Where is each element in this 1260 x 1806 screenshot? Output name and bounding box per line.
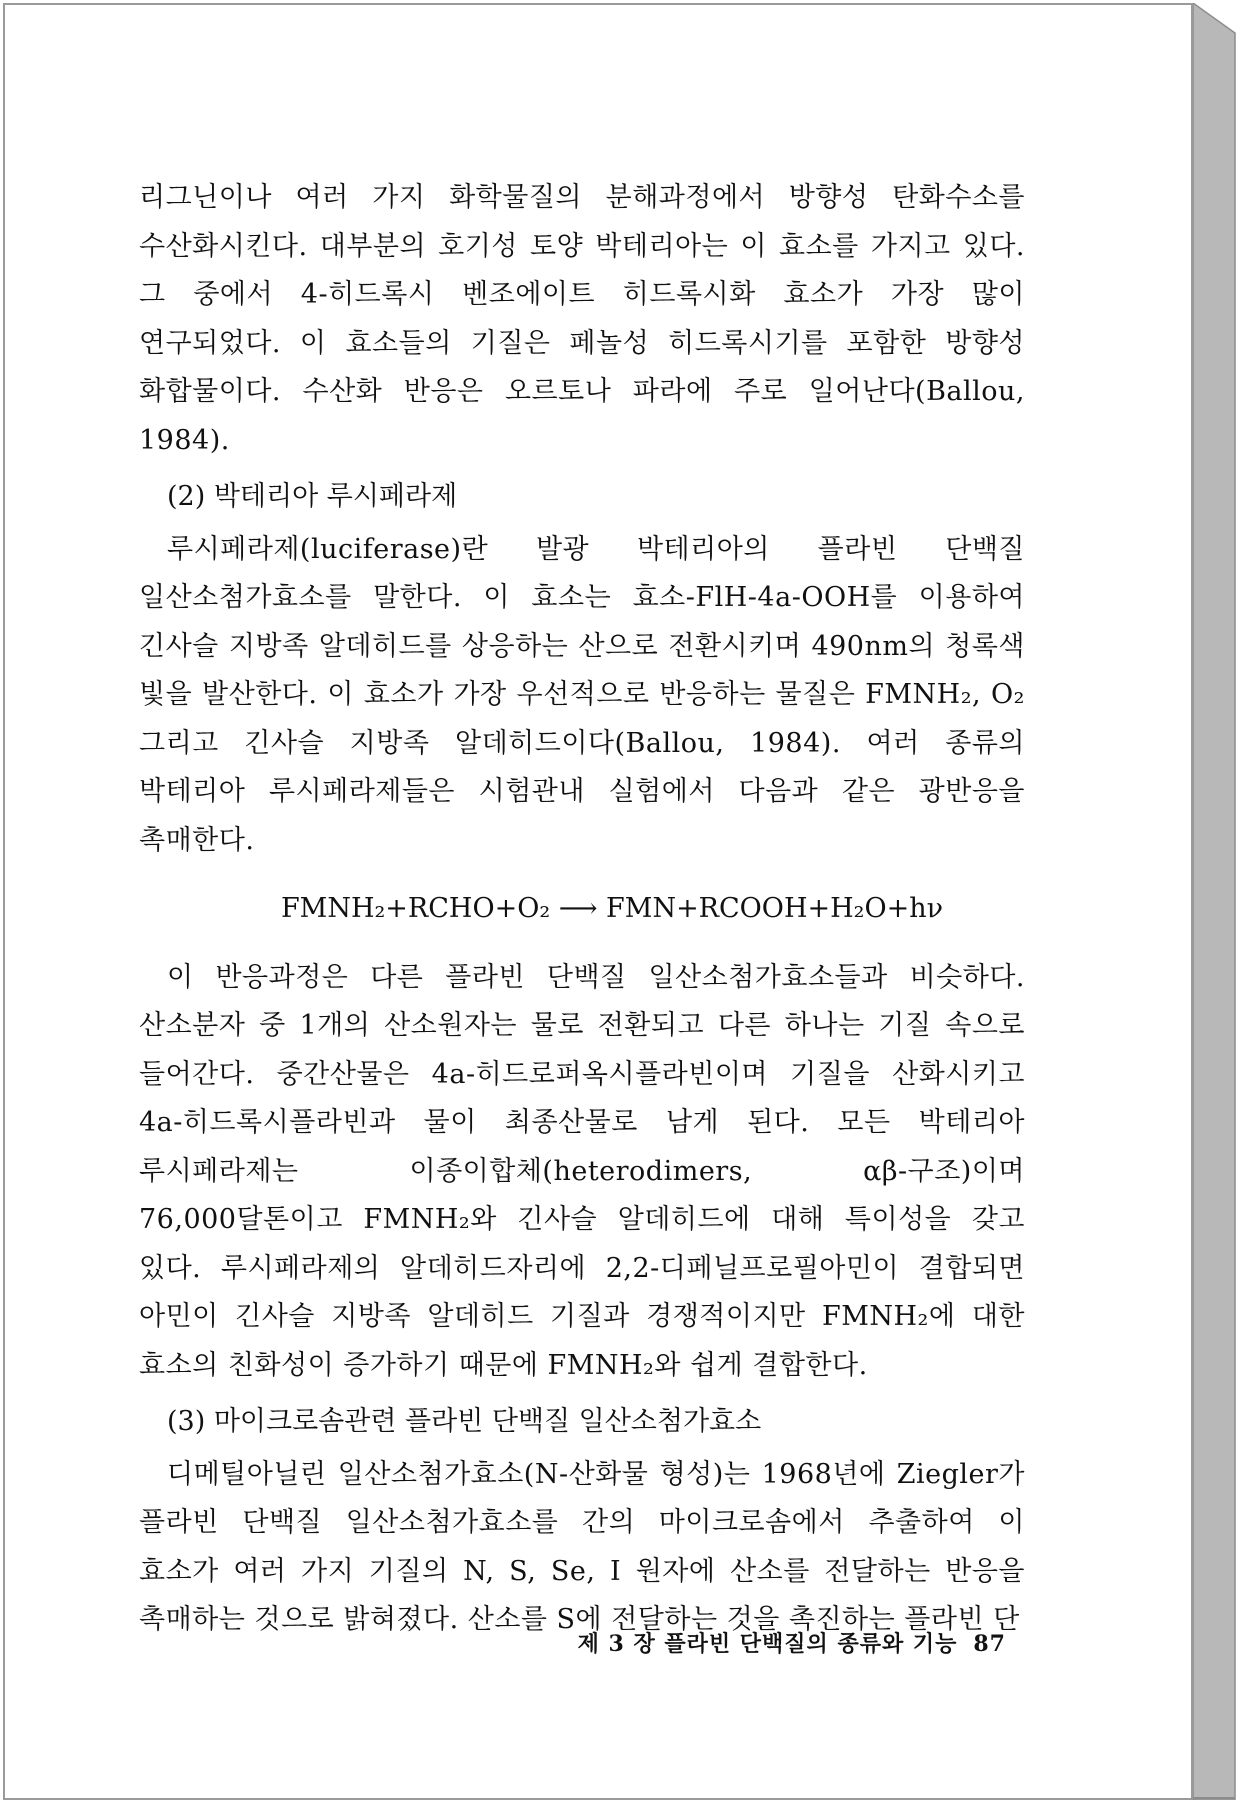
- section-heading-microsomal-flavoprotein: (3) 마이크로솜관련 플라빈 단백질 일산소첨가효소: [167, 1406, 762, 1437]
- page-number: 87: [973, 1631, 1006, 1657]
- page-body: [139, 174, 1025, 1645]
- running-footer: [556, 1627, 1006, 1658]
- page-stack-edge: [1193, 3, 1257, 1800]
- reaction-process-paragraph: 이 반응과정은 다른 플라빈 단백질 일산소첨가효소들과 비슷하다. 산소분자 중 1개의 산소원자는 물로 전환되고 다른 하나는 기질 속으로 들어간다. 중간산물은 4a-히드로퍼옥시플라빈이며 기질을 산화시키고 4a-히드록시플라빈과 물이 최종산물로 남게 된다. 모든 박테리아 루시페라제는 이종이합체(heterodimers, αβ-구조)이며 76,000달톤이고 FMNH₂와 긴사슬 알데히드에 대해 특이성을 갖고 있다. 루시페라제의 알데히드자리에 2,2-디페닐프로필아민이 결합되면 아민이 긴사슬 지방족 알데히드 기질과 경쟁적이지만 FMNH₂에 대한 효소의 친화성이 증가하기 때문에 FMNH₂와 쉽게 결합한다.: [139, 961, 1025, 1381]
- section-heading-bacterial-luciferase: (2) 박테리아 루시페라제: [167, 481, 458, 512]
- luciferase-paragraph: 루시페라제(luciferase)란 발광 박테리아의 플라빈 단백질 일산소첨가효소를 말한다. 이 효소는 효소-FlH-4a-OOH를 이용하여 긴사슬 지방족 알데히드를 상응하는 산으로 전환시키며 490nm의 청록색 빛을 발산한다. 이 효소가 가장 우선적으로 반응하는 물질은 FMNH₂, O₂ 그리고 긴사슬 지방족 알데히드이다(Ballou, 1984). 여러 종류의 박테리아 루시페라제들은 시험관내 실험에서 다음과 같은 광반응을 촉매한다.: [139, 533, 1025, 856]
- dimethylaniline-paragraph: 디메틸아닐린 일산소첨가효소(N-산화물 형성)는 1968년에 Ziegler가 플라빈 단백질 일산소첨가효소를 간의 마이크로솜에서 추출하여 이 효소가 여러 가지 기질의 N, S, Se, I 원자에 산소를 전달하는 반응을 촉매하는 것으로 밝혀졌다. 산소를 S에 전달하는 것을 촉진하는 플라빈 단: [139, 1458, 1025, 1635]
- continued-paragraph: 리그닌이나 여러 가지 화학물질의 분해과정에서 방향성 탄화수소를 수산화시킨다. 대부분의 호기성 토양 박테리아는 이 효소를 가지고 있다. 그 중에서 4-히드록시 벤조에이트 히드록시화 효소가 가장 많이 연구되었다. 이 효소들의 기질은 페놀성 히드록시기를 포함한 방향성 화합물이다. 수산화 반응은 오르토나 파라에 주로 일어난다(Ballou, 1984).: [139, 182, 1025, 456]
- chapter-title: 제 3 장 플라빈 단백질의 종류와 기능: [577, 1631, 958, 1657]
- luciferase-reaction-equation: FMNH₂+RCHO+O₂ ⟶ FMN+RCOOH+H₂O+hν: [280, 893, 944, 924]
